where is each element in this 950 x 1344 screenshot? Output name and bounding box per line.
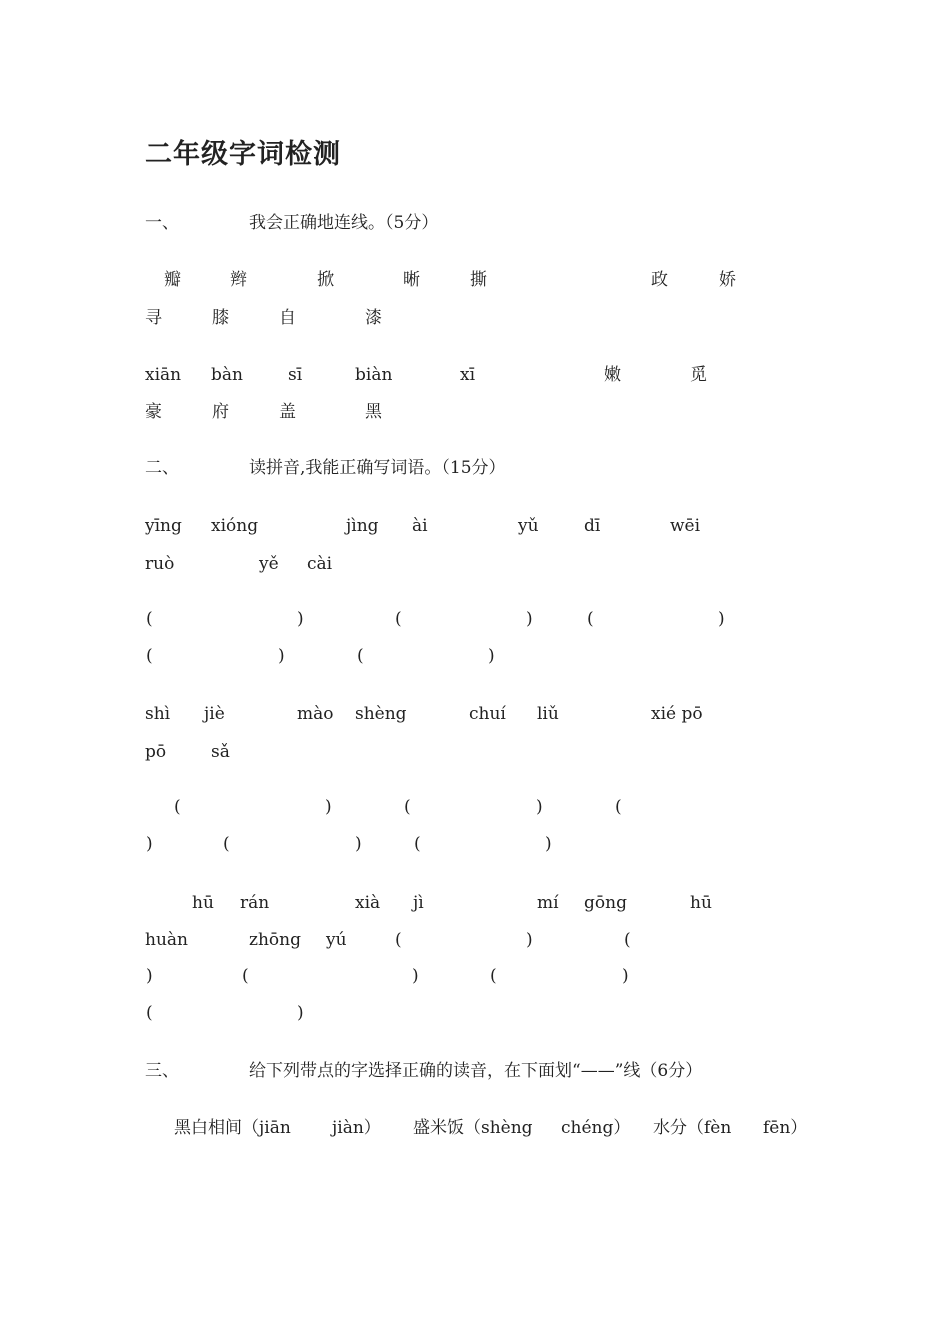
- char-item: 膝: [212, 308, 229, 328]
- answer-paren: ): [718, 609, 725, 629]
- pinyin-item: xī: [460, 365, 476, 385]
- char-item: 觅: [690, 365, 707, 385]
- answer-paren: ): [297, 609, 304, 629]
- pinyin-item: shì: [145, 704, 171, 724]
- pinyin-item: sī: [288, 365, 303, 385]
- pinyin-item: xióng: [211, 516, 259, 536]
- answer-paren: (: [624, 930, 631, 950]
- answer-paren: (: [395, 930, 402, 950]
- pinyin-item: yīng: [145, 516, 182, 536]
- pinyin-item: ài: [412, 516, 428, 536]
- pinyin-item: bàn: [211, 365, 243, 385]
- answer-paren: ): [146, 966, 153, 986]
- answer-paren: ): [536, 797, 543, 817]
- answer-paren: (: [615, 797, 622, 817]
- answer-paren: (: [242, 966, 249, 986]
- pinyin-item: ruò: [145, 554, 175, 574]
- answer-paren: ): [526, 609, 533, 629]
- char-item: 漆: [365, 308, 382, 328]
- section-1-instruction: 我会正确地连线。（5分）: [249, 213, 439, 233]
- char-item: 盖: [279, 402, 296, 422]
- answer-paren: ): [412, 966, 419, 986]
- pinyin-item: yě: [259, 554, 279, 574]
- pinyin-item: xié pō: [651, 704, 703, 724]
- pinyin-item: hū: [192, 893, 214, 913]
- answer-paren: (: [146, 646, 153, 666]
- pinyin-item: xià: [355, 893, 381, 913]
- pinyin-item: pō: [145, 742, 167, 762]
- char-item: 豪: [145, 402, 162, 422]
- char-item: 政: [651, 270, 668, 290]
- worksheet-title: 二年级字词检测: [145, 139, 341, 170]
- section-1-number: 一、: [145, 213, 179, 233]
- char-item: 辫: [230, 270, 247, 290]
- answer-paren: ): [355, 834, 362, 854]
- section-3-number: 三、: [145, 1061, 179, 1081]
- char-item: 嫩: [604, 365, 621, 385]
- answer-paren: (: [146, 1003, 153, 1023]
- reading-choice: 水分（fèn: [653, 1118, 732, 1138]
- pinyin-item: shèng: [355, 704, 407, 724]
- pinyin-item: yú: [326, 930, 347, 950]
- pinyin-item: sǎ: [211, 742, 230, 762]
- reading-choice: fēn）: [763, 1118, 808, 1138]
- reading-choice: 盛米饭（shèng: [413, 1118, 533, 1138]
- char-item: 自: [279, 308, 296, 328]
- char-item: 瓣: [164, 270, 181, 290]
- answer-paren: (: [146, 609, 153, 629]
- pinyin-item: dī: [584, 516, 601, 536]
- answer-paren: (: [357, 646, 364, 666]
- reading-choice: chéng）: [561, 1118, 631, 1138]
- answer-paren: (: [414, 834, 421, 854]
- pinyin-item: liǔ: [537, 704, 559, 724]
- char-item: 晰: [403, 270, 420, 290]
- pinyin-item: rán: [240, 893, 270, 913]
- pinyin-item: mào: [297, 704, 334, 724]
- pinyin-item: mí: [537, 893, 559, 913]
- pinyin-item: cài: [307, 554, 333, 574]
- answer-paren: (: [404, 797, 411, 817]
- char-item: 掀: [317, 270, 334, 290]
- answer-paren: (: [223, 834, 230, 854]
- pinyin-item: gōng: [584, 893, 627, 913]
- pinyin-item: zhōng: [249, 930, 301, 950]
- pinyin-item: jiè: [204, 704, 225, 724]
- answer-paren: ): [325, 797, 332, 817]
- pinyin-item: jìng: [346, 516, 379, 536]
- pinyin-item: biàn: [355, 365, 393, 385]
- char-item: 黑: [365, 402, 382, 422]
- section-2-number: 二、: [145, 458, 179, 478]
- answer-paren: ): [622, 966, 629, 986]
- section-3-instruction: 给下列带点的字选择正确的读音，在下面划“——”线（6分）: [249, 1061, 703, 1081]
- answer-paren: (: [490, 966, 497, 986]
- answer-paren: ): [488, 646, 495, 666]
- answer-paren: (: [395, 609, 402, 629]
- answer-paren: (: [587, 609, 594, 629]
- pinyin-item: wēi: [670, 516, 701, 536]
- answer-paren: ): [297, 1003, 304, 1023]
- pinyin-item: huàn: [145, 930, 188, 950]
- answer-paren: ): [545, 834, 552, 854]
- pinyin-item: hū: [690, 893, 712, 913]
- pinyin-item: xiān: [145, 365, 182, 385]
- char-item: 撕: [470, 270, 487, 290]
- reading-choice: 黑白相间（jiān: [174, 1118, 291, 1138]
- answer-paren: ): [526, 930, 533, 950]
- pinyin-item: yǔ: [518, 516, 539, 536]
- answer-paren: ): [146, 834, 153, 854]
- char-item: 娇: [719, 270, 736, 290]
- char-item: 寻: [145, 308, 162, 328]
- answer-paren: (: [174, 797, 181, 817]
- answer-paren: ): [278, 646, 285, 666]
- reading-choice: jiàn）: [332, 1118, 381, 1138]
- pinyin-item: chuí: [469, 704, 506, 724]
- pinyin-item: jì: [413, 893, 424, 913]
- section-2-instruction: 读拼音,我能正确写词语。（15分）: [249, 458, 506, 478]
- char-item: 府: [212, 402, 229, 422]
